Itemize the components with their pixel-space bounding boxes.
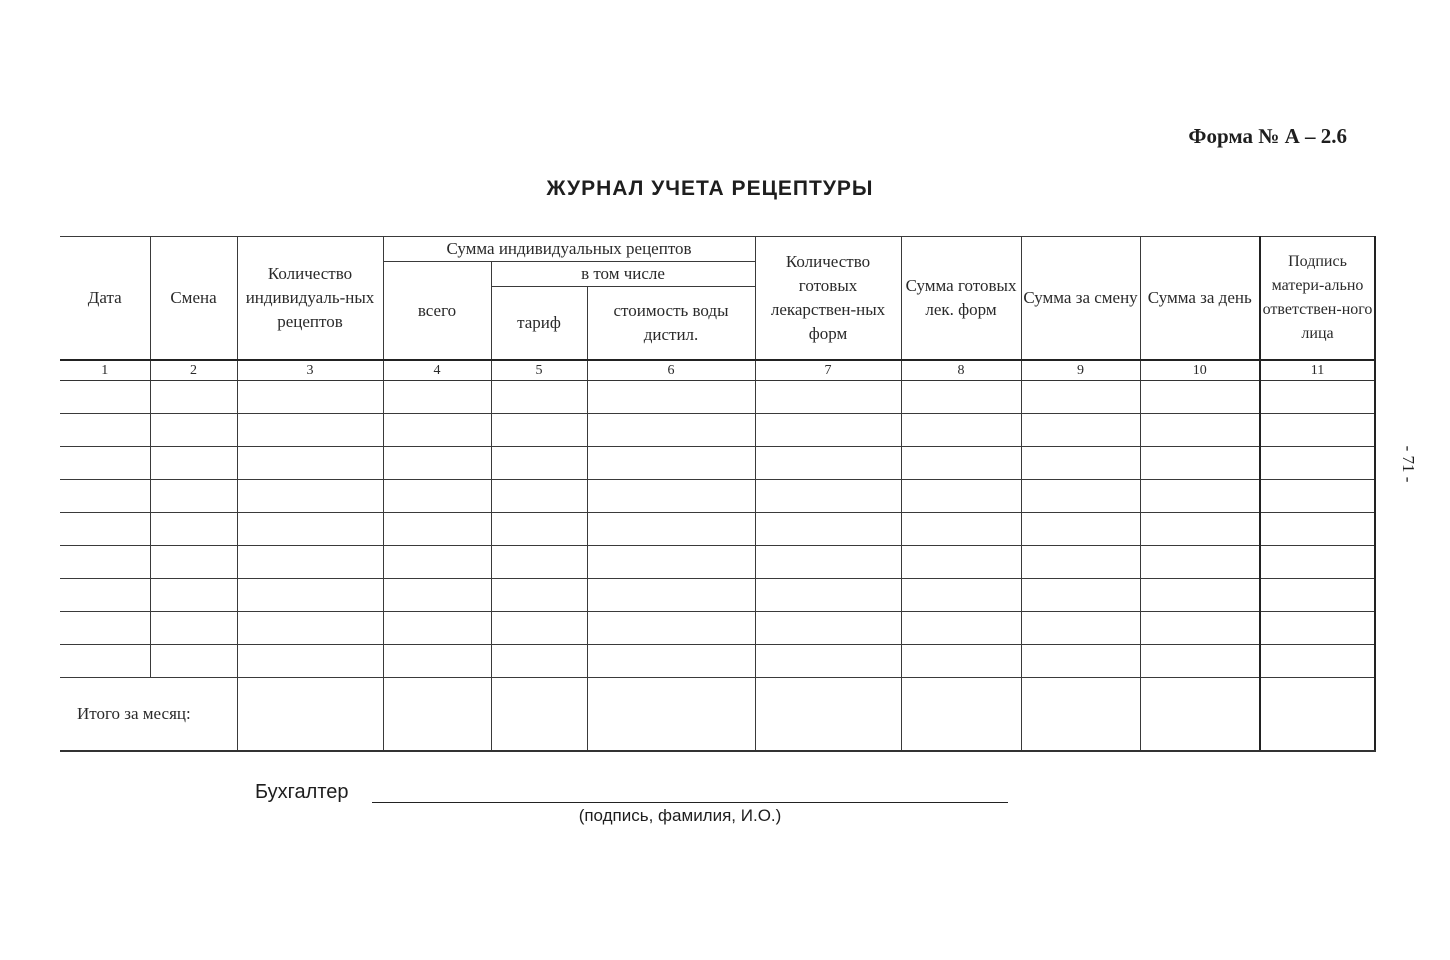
table-cell [1021,447,1140,480]
table-cell [901,414,1021,447]
header-ready-sum: Сумма готовых лек. форм [901,237,1021,361]
table-cell [150,645,237,678]
table-cell [1021,480,1140,513]
table-cell [150,579,237,612]
table-cell [1140,447,1260,480]
table-cell [383,480,491,513]
table-cell [901,546,1021,579]
journal-table [60,236,1376,752]
table-cell [491,546,587,579]
table-cell [491,480,587,513]
total-cell [491,678,587,752]
table-row [60,612,1375,645]
table-cell [755,546,901,579]
table-cell [491,513,587,546]
column-number: 5 [491,360,587,381]
header-water-cost: стоимость воды дистил. [587,287,755,361]
column-number: 1 [60,360,150,381]
table-cell [587,546,755,579]
table-cell [587,447,755,480]
header-including: в том числе [491,262,755,287]
total-cell [755,678,901,752]
table-cell [383,414,491,447]
table-cell [755,579,901,612]
table-cell [1140,546,1260,579]
table-cell [1260,612,1375,645]
table-cell [383,579,491,612]
table-cell [150,480,237,513]
table-cell [1140,381,1260,414]
table-cell [491,612,587,645]
table-cell [1021,546,1140,579]
table-cell [1140,480,1260,513]
table-cell [491,579,587,612]
header-date: Дата [60,237,150,361]
table-cell [150,414,237,447]
table-cell [237,612,383,645]
table-cell [587,381,755,414]
table-cell [1021,381,1140,414]
table-cell [491,645,587,678]
total-cell [1021,678,1140,752]
table-cell [60,447,150,480]
table-cell [587,513,755,546]
table-cell [587,612,755,645]
column-number: 10 [1140,360,1260,381]
table-cell [1021,513,1140,546]
table-cell [60,645,150,678]
table-cell [383,612,491,645]
total-row [60,678,1375,752]
table-cell [383,546,491,579]
total-cell [901,678,1021,752]
table-cell [237,513,383,546]
table-cell [150,513,237,546]
table-cell [237,645,383,678]
table-cell [755,447,901,480]
header-shift-sum: Сумма за смену [1021,237,1140,361]
column-number: 2 [150,360,237,381]
table-cell [755,513,901,546]
table-cell [1140,414,1260,447]
table-cell [1140,645,1260,678]
table-row [60,414,1375,447]
table-cell [1260,381,1375,414]
column-number: 9 [1021,360,1140,381]
column-number: 4 [383,360,491,381]
table-row [60,513,1375,546]
table-row [60,546,1375,579]
table-cell [587,414,755,447]
header-day-sum: Сумма за день [1140,237,1260,361]
table-cell [755,612,901,645]
table-cell [901,612,1021,645]
table-cell [60,546,150,579]
accountant-label: Бухгалтер [255,781,349,803]
table-cell [1260,645,1375,678]
column-number-row [60,360,1375,381]
form-number: Форма № А – 2.6 [1188,124,1347,148]
total-cell [1140,678,1260,752]
table-cell [1260,546,1375,579]
table-cell [150,447,237,480]
table-cell [901,447,1021,480]
accountant-signature-caption: (подпись, фамилия, И.О.) [578,806,782,825]
table-row [60,579,1375,612]
table-cell [901,480,1021,513]
column-number: 6 [587,360,755,381]
total-cell [383,678,491,752]
table-cell [237,579,383,612]
header-tariff: тариф [491,287,587,361]
table-row [60,447,1375,480]
table-cell [383,447,491,480]
table-cell [1260,480,1375,513]
table-cell [60,579,150,612]
column-number: 3 [237,360,383,381]
table-cell [1260,579,1375,612]
table-cell [755,480,901,513]
table-cell [237,546,383,579]
header-individual-sum: Сумма индивидуальных рецептов [383,237,755,262]
page-number: - 71 - [1399,445,1418,483]
column-number: 8 [901,360,1021,381]
total-cell [1260,678,1375,752]
table-cell [901,645,1021,678]
table-cell [150,546,237,579]
table-cell [587,480,755,513]
table-cell [755,645,901,678]
table-cell [901,513,1021,546]
table-cell [150,612,237,645]
table-cell [383,645,491,678]
table-cell [60,414,150,447]
table-cell [60,612,150,645]
total-cell [237,678,383,752]
table-row [60,381,1375,414]
column-number: 7 [755,360,901,381]
header-total: всего [383,262,491,361]
total-label: Итого за месяц: [60,678,237,752]
table-cell [1140,579,1260,612]
header-ready-count: Количество готовых лекарствен-ных форм [755,237,901,361]
table-cell [383,513,491,546]
table-cell [60,513,150,546]
header-shift: Смена [150,237,237,361]
table-cell [901,579,1021,612]
table-cell [491,414,587,447]
table-cell [1140,513,1260,546]
table-cell [1140,612,1260,645]
table-cell [1021,645,1140,678]
table-row [60,480,1375,513]
table-cell [901,381,1021,414]
header-signature: Подпись матери-ально ответствен-ного лица [1260,237,1375,361]
table-cell [1260,414,1375,447]
table-cell [491,381,587,414]
table-cell [1260,447,1375,480]
table-cell [587,579,755,612]
table-cell [237,414,383,447]
column-number: 11 [1260,360,1375,381]
table-cell [1021,612,1140,645]
table-cell [60,381,150,414]
table-cell [491,447,587,480]
journal-title: ЖУРНАЛ УЧЕТА РЕЦЕПТУРЫ [546,177,874,200]
table-cell [587,645,755,678]
table-cell [1260,513,1375,546]
table-cell [755,381,901,414]
table-cell [383,381,491,414]
table-cell [1021,579,1140,612]
table-cell [237,381,383,414]
table-cell [755,414,901,447]
header-individual-count: Количество индивидуаль-ных рецептов [237,237,383,361]
table-row [60,645,1375,678]
table-cell [60,480,150,513]
table-cell [1021,414,1140,447]
table-cell [237,480,383,513]
table-cell [237,447,383,480]
table-cell [150,381,237,414]
accountant-signature-line [372,802,1008,803]
total-cell [587,678,755,752]
